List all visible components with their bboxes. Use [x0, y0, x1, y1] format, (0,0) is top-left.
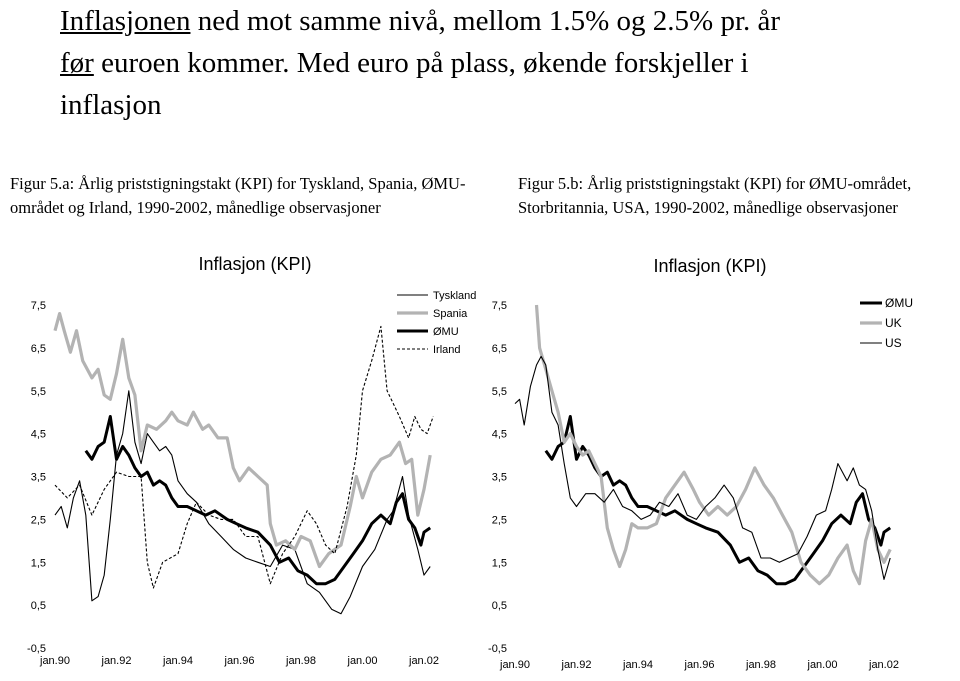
series-line-2 [537, 305, 891, 584]
heading-underlined-word-2: før [60, 47, 94, 79]
y-tick-label: 3,5 [491, 471, 507, 484]
legend-label: US [885, 336, 902, 350]
y-tick-label: 7,5 [491, 300, 507, 312]
y-tick-label: -0,5 [27, 643, 46, 655]
y-tick-label: -0,5 [488, 643, 507, 655]
chart-title: Inflasjon (KPI) [198, 254, 312, 274]
y-tick-label: 4,5 [30, 428, 46, 441]
heading-line-3: inflasjon [60, 89, 162, 121]
x-tick-label: jan.98 [746, 659, 776, 671]
y-tick-label: 0,5 [30, 600, 46, 613]
series-line-4 [55, 326, 433, 588]
y-tick-label: 4,5 [491, 428, 507, 441]
legend-label: Spania [433, 308, 468, 320]
x-tick-label: jan.98 [286, 655, 316, 667]
y-tick-label: 0,5 [491, 600, 507, 613]
y-tick-label: 5,5 [491, 385, 507, 398]
legend-label: Tyskland [433, 290, 477, 302]
y-tick-label: 5,5 [30, 385, 46, 398]
x-tick-label: jan.02 [869, 659, 899, 671]
series-line-3 [86, 417, 430, 584]
legend-label: ØMU [885, 296, 913, 310]
x-tick-label: jan.90 [40, 655, 70, 667]
heading-line-1-rest: ned mot samme nivå, mellom 1.5% og 2.5% pr. år [190, 5, 781, 37]
y-tick-label: 7,5 [30, 300, 46, 312]
x-tick-label: jan.92 [101, 655, 132, 667]
y-tick-label: 6,5 [30, 342, 46, 355]
x-tick-label: jan.90 [500, 659, 530, 671]
x-tick-label: jan.00 [347, 655, 378, 667]
y-tick-label: 6,5 [491, 342, 507, 355]
legend-label: Irland [433, 344, 461, 356]
x-tick-label: jan.94 [163, 655, 193, 667]
y-tick-label: 2,5 [491, 514, 507, 527]
y-tick-label: 2,5 [30, 514, 46, 527]
heading-line-2 [60, 42, 940, 84]
series-line-3 [515, 356, 890, 579]
y-tick-label: 1,5 [30, 557, 46, 570]
x-tick-label: jan.94 [623, 659, 653, 671]
x-tick-label: jan.02 [409, 655, 439, 667]
chart-figure-5a [0, 240, 480, 681]
chart-title: Inflasjon (KPI) [653, 256, 767, 276]
heading-line-1 [60, 0, 940, 42]
x-tick-label: jan.92 [561, 659, 592, 671]
figure-caption-b: Figur 5.b: Årlig priststigningstakt (KPI) for ØMU-området, Storbritannia, USA, 1990-2002, månedlige observasjoner [518, 174, 912, 217]
legend-label: UK [885, 316, 902, 330]
page-heading [60, 0, 940, 126]
y-tick-label: 3,5 [30, 471, 46, 484]
x-tick-label: jan.96 [684, 659, 715, 671]
heading-underlined-word: Inflasjonen [60, 5, 191, 37]
y-tick-label: 1,5 [491, 557, 507, 570]
figure-caption-a: Figur 5.a: Årlig priststigningstakt (KPI) for Tyskland, Spania, ØMU-området og Irland, 1990-2002, månedlige observasjoner [10, 174, 466, 217]
legend-label: ØMU [433, 326, 459, 338]
heading-line-2-rest: euroen kommer. Med euro på plass, økende forskjeller i [93, 47, 749, 79]
x-tick-label: jan.96 [224, 655, 255, 667]
chart-figure-5b [480, 240, 960, 681]
x-tick-label: jan.00 [807, 659, 838, 671]
